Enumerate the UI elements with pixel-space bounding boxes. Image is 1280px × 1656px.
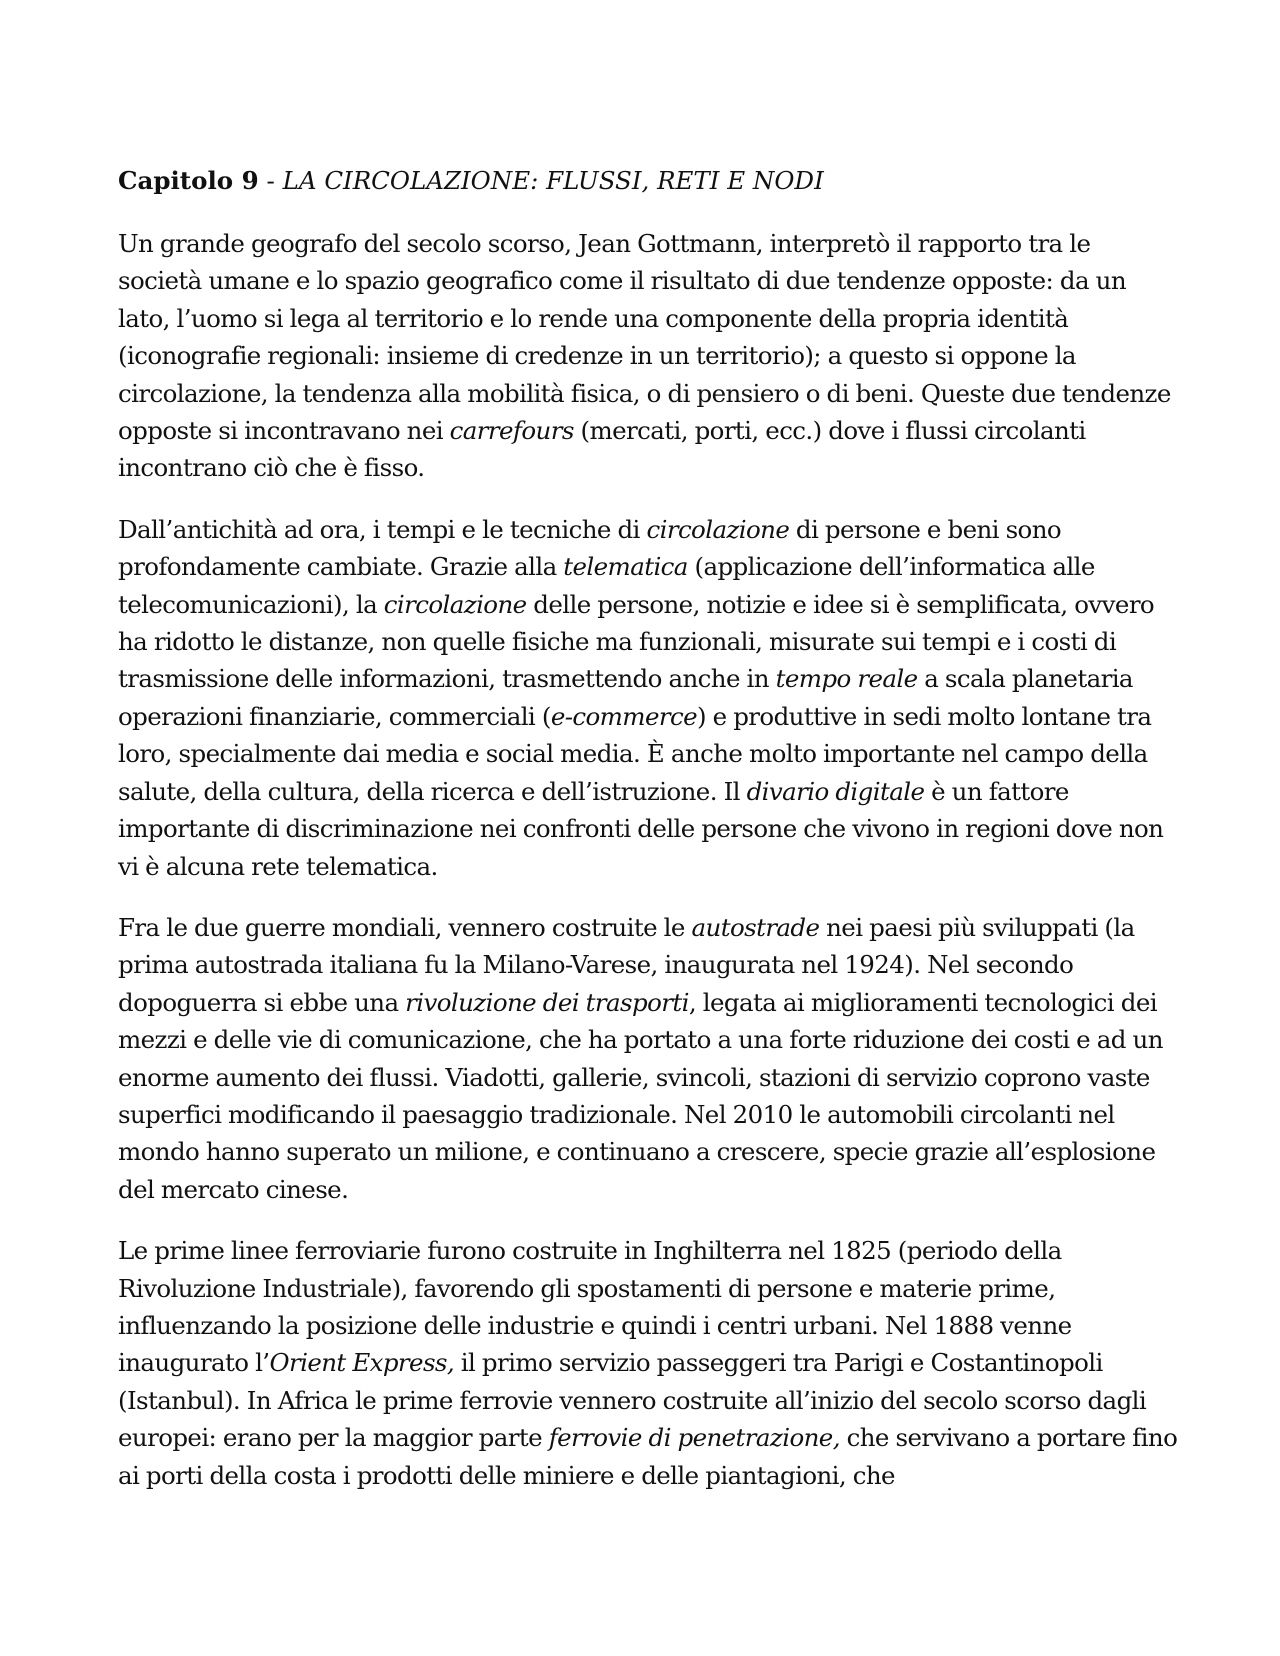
text-run: è un fattore importante di discriminazione nei confronti delle persone che vivono in regioni dove non vi è alcuna rete telematica. <box>118 776 1164 881</box>
text-run: Le prime linee ferroviarie furono costruite in Inghilterra nel 1825 (periodo della Rivoluzione Industriale), favorendo gli spostamenti di persone e materie prime, influenzando la posizione delle industrie e quindi i centri urbani. Nel 1888 venne inaugurato l’ <box>118 1236 1072 1378</box>
chapter-heading <box>118 163 1178 199</box>
italic-text: rivoluzione dei trasporti <box>405 987 689 1017</box>
text-run: (mercati, porti, ecc.) dove i flussi circolanti incontrano ciò che è fisso. <box>118 416 1086 483</box>
paragraph <box>118 511 1178 885</box>
chapter-number: Capitolo 9 <box>118 166 259 195</box>
text-run: nei paesi più sviluppati (la prima autostrada italiana fu la Milano-Varese, inaugurata nel 1924). Nel secondo dopoguerra si ebbe una <box>118 912 1135 1017</box>
heading-separator: - <box>258 166 283 195</box>
text-run: di persone e beni sono profondamente cambiate. Grazie alla <box>118 514 1062 582</box>
paragraph <box>118 1232 1178 1494</box>
italic-text: Orient Express, <box>269 1348 455 1378</box>
document-page <box>118 163 1178 1518</box>
text-run: a scala planetaria operazioni finanziarie, commerciali ( <box>118 664 1133 731</box>
text-run: (applicazione dell’informatica alle telecomunicazioni), la <box>118 552 1095 619</box>
text-run: , legata ai miglioramenti tecnologici dei mezzi e delle vie di comunicazione, che ha portato a una forte riduzione dei costi e ad un enorme aumento dei flussi. Viadotti, gallerie, svincoli, stazioni di servizio coprono vaste superfici modificando il paesaggio tradizionale. Nel 2010 le automobili circolanti nel mondo hanno superato un milione, e continuano a crescere, specie grazie all’esplosione del mercato cinese. <box>118 987 1163 1204</box>
italic-text: ferrovie di penetrazione, <box>548 1423 840 1453</box>
text-run: che servivano a portare fino ai porti della costa i prodotti delle miniere e delle piantagioni, che <box>118 1423 1178 1490</box>
paragraph <box>118 909 1178 1208</box>
italic-text: autostrade <box>691 912 820 942</box>
text-run: Fra le due guerre mondiali, vennero costruite le <box>118 912 692 942</box>
chapter-title: LA CIRCOLAZIONE: FLUSSI, RETI E NODI <box>282 166 824 195</box>
italic-text: tempo reale <box>775 664 918 694</box>
italic-text: telematica <box>563 552 688 582</box>
paragraph <box>118 225 1178 487</box>
text-run: ) e produttive in sedi molto lontane tra loro, specialmente dai media e social media. È anche molto importante nel campo della salute, della cultura, della ricerca e dell’istruzione. Il <box>118 701 1152 806</box>
italic-text: circolazione <box>383 589 527 619</box>
text-run: delle persone, notizie e idee si è semplificata, ovvero ha ridotto le distanze, non quelle fisiche ma funzionali, misurate sui tempi e i costi di trasmissione delle informazioni, trasmettendo anche in <box>118 589 1155 694</box>
text-run: il primo servizio passeggeri tra Parigi e Costantinopoli (Istanbul). In Africa le prime ferrovie vennero costruite all’inizio del secolo scorso dagli europei: erano per la maggior parte <box>118 1348 1147 1453</box>
text-run: Un grande geografo del secolo scorso, Jean Gottmann, interpretò il rapporto tra le società umane e lo spazio geografico come il risultato di due tendenze opposte: da un lato, l’uomo si lega al territorio e lo rende una componente della propria identità (iconografie regionali: insieme di credenze in un territorio); a questo si oppone la circolazione, la tendenza alla mobilità fisica, o di pensiero o di beni. Queste due tendenze opposte si incontravano nei <box>118 229 1171 446</box>
italic-text: e-commerce <box>550 701 697 731</box>
text-run: Dall’antichità ad ora, i tempi e le tecniche di <box>118 514 647 544</box>
italic-text: divario digitale <box>746 776 925 806</box>
italic-text: carrefours <box>449 416 574 446</box>
italic-text: circolazione <box>646 514 790 544</box>
